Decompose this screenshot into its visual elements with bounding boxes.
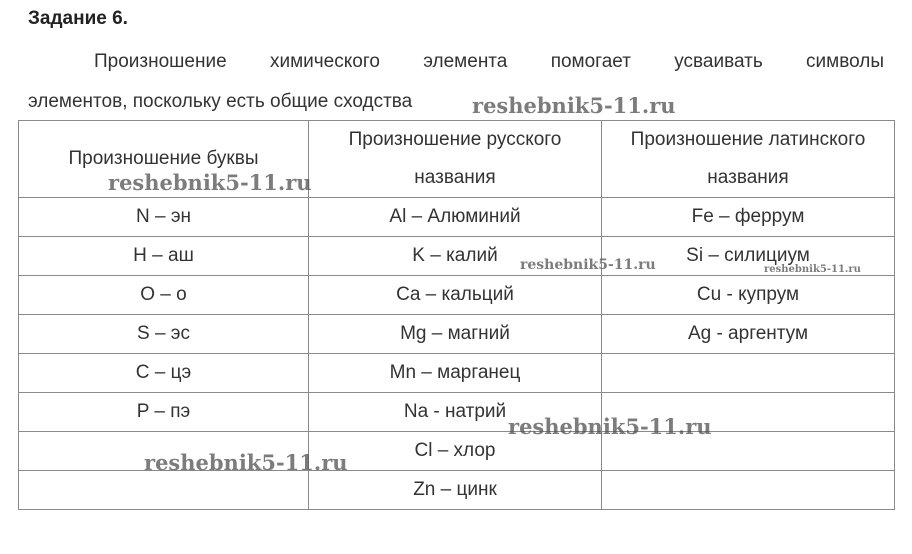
table-header-row xyxy=(19,121,895,198)
cell-letter: O – о xyxy=(19,276,309,315)
table-row xyxy=(19,315,895,354)
header-letter-pronunciation: Произношение буквы xyxy=(19,121,309,198)
cell-letter: C – цэ xyxy=(19,354,309,393)
cell-letter xyxy=(19,471,309,510)
cell-letter xyxy=(19,432,309,471)
header-russian-name-pronunciation: Произношение русского названия xyxy=(309,121,602,198)
cell-russian: Cl – хлор xyxy=(309,432,602,471)
paragraph-line-2: элементов, поскольку есть общие сходства xyxy=(28,91,413,112)
task-paragraph xyxy=(28,42,884,122)
table-row xyxy=(19,237,895,276)
cell-russian: Mn – марганец xyxy=(309,354,602,393)
cell-latin xyxy=(602,393,895,432)
paragraph-line-1: Произношение химического элемента помогает усваивать символы xyxy=(94,51,884,72)
cell-letter: H – аш xyxy=(19,237,309,276)
watermark: reshebnik5-11.ru xyxy=(508,414,712,439)
elements-pronunciation-table xyxy=(18,120,895,510)
cell-russian: Al – Алюминий xyxy=(309,198,602,237)
table-row xyxy=(19,354,895,393)
cell-russian: K – калий xyxy=(309,237,602,276)
cell-russian: Na - натрий xyxy=(309,393,602,432)
cell-latin: Ag - аргентум xyxy=(602,315,895,354)
watermark: reshebnik5-11.ru xyxy=(144,450,348,475)
cell-latin xyxy=(602,471,895,510)
table-row xyxy=(19,393,895,432)
watermark: reshebnik5-11.ru xyxy=(520,257,656,273)
cell-letter: P – пэ xyxy=(19,393,309,432)
watermark: reshebnik5-11.ru xyxy=(764,264,861,275)
header-latin-name-pronunciation: Произношение латинского названия xyxy=(602,121,895,198)
cell-latin: Cu - купрум xyxy=(602,276,895,315)
cell-latin: Fe – феррум xyxy=(602,198,895,237)
table-row xyxy=(19,432,895,471)
watermark: reshebnik5-11.ru xyxy=(472,93,676,118)
cell-latin xyxy=(602,354,895,393)
cell-russian: Zn – цинк xyxy=(309,471,602,510)
cell-russian: Mg – магний xyxy=(309,315,602,354)
cell-russian: Ca – кальций xyxy=(309,276,602,315)
table-row xyxy=(19,471,895,510)
table-row xyxy=(19,276,895,315)
cell-latin: Si – силициум xyxy=(602,237,895,276)
watermark: reshebnik5-11.ru xyxy=(108,170,312,195)
task-title: Задание 6. xyxy=(28,8,128,29)
cell-latin xyxy=(602,432,895,471)
table-row xyxy=(19,198,895,237)
cell-letter: S – эс xyxy=(19,315,309,354)
cell-letter: N – эн xyxy=(19,198,309,237)
